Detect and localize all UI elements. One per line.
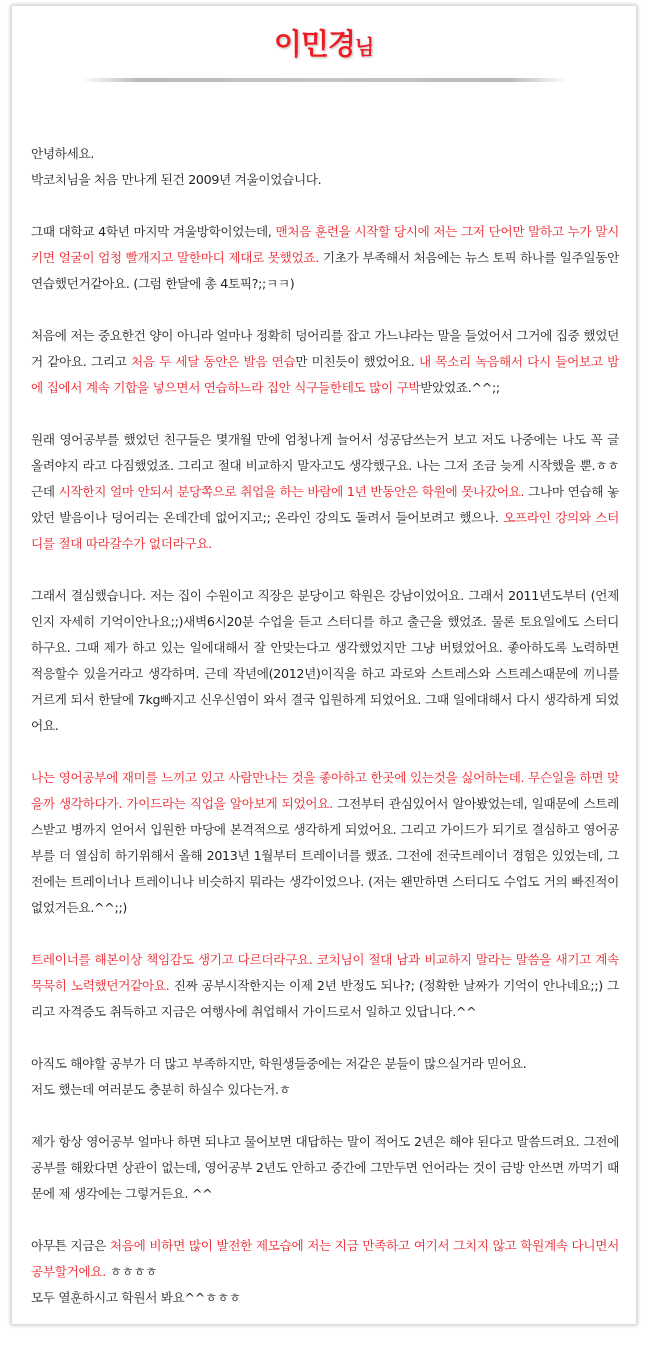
body-text: 원래 영어공부를 했었던 친구들은 몇개월 만에 엄청나게 늘어서 성공담쓰는거 보고 저도 나중에는 나도 꼭 글 올려야지 라고 다짐했었죠. 그리고 절대 비교하지 말자고도 생각했구요. 나는 그저 조금 늦게 시작했을 뿐.ㅎㅎ 근데 bbox=[31, 432, 619, 499]
testimonial-card bbox=[11, 5, 637, 1325]
paragraph bbox=[31, 947, 619, 1025]
body-text: 만 미친듯이 했었어요. bbox=[295, 354, 420, 369]
body-text: 아직도 해야할 공부가 더 많고 부족하지만, 학원생들중에는 저같은 분들이 많으실거라 믿어요. bbox=[31, 1056, 527, 1071]
body-text: 안녕하세요. bbox=[31, 146, 95, 161]
highlighted-text: 오프라인 강의와 스터디를 절대 따라갈수가 없더라구요. bbox=[31, 510, 619, 551]
highlighted-text: 시작한지 얼마 안되서 분당쪽으로 취업을 하는 바람에 1년 반동안은 학원에 못나갔어요. bbox=[58, 484, 525, 499]
body-text: 기초가 부족해서 처음에는 뉴스 토픽 하나를 일주일동안 연습했던거같아요. (그럼 한달에 총 4토픽?;;ㅋㅋ) bbox=[31, 250, 619, 291]
highlighted-text: 트레이너를 해본이상 책임감도 생기고 다르더라구요. 코치님이 절대 남과 비교하지 말라는 말씀을 새기고 계속 묵묵히 노력했던거같아요. bbox=[31, 952, 619, 993]
highlighted-text: 내 목소리 녹음해서 다시 들어보고 밤에 집에서 계속 기합을 넣으면서 연습하느라 집안 식구들한테도 많이 구박 bbox=[31, 354, 620, 395]
body-text: 제가 항상 영어공부 얼마나 하면 되냐고 물어보면 대답하는 말이 적어도 2년은 해야 된다고 말씀드려요. 그전에 공부를 해왔다면 상관이 없는데, 영어공부 2년도 안하고 중간에 그만두면 언어라는 것이 금방 안쓰면 까먹기 때문에 제 생각에는 그렇거든요. ^^ bbox=[31, 1134, 619, 1201]
paragraph bbox=[31, 583, 619, 739]
testimonial-body bbox=[31, 141, 619, 1337]
paragraph bbox=[31, 427, 619, 557]
body-text: 그나마 연습해 놓았던 발음이나 덩어리는 온데간데 없어지고;; 온라인 강의도 돌려서 들어보려고 했으나. bbox=[31, 484, 620, 525]
body-text: 진짜 공부시작한지는 이제 2년 반정도 되나?; (정확한 날짜가 기억이 안나네요;;) 그리고 자격증도 취득하고 지금은 여행사에 취업해서 가이드로서 일하고 있답니다.^^ bbox=[31, 978, 619, 1019]
title-divider bbox=[82, 78, 568, 82]
author-honorific: 님 bbox=[354, 35, 375, 59]
paragraph bbox=[31, 1051, 619, 1103]
body-text: 그래서 결심했습니다. 저는 집이 수원이고 직장은 분당이고 학원은 강남이었어요. 그래서 2011년도부터 (언제인지 자세히 기억이안나요;;)새벽6시20분 수업을 듣고 스터디를 하고 출근을 했었죠. 물론 토요일에도 스터디 하구요. 그때 제가 하고 있는 일에대해서 잘 안맞는다고 생각했었지만 그냥 버텼었어요. 좋아하도록 노력하면 적응할수 있을거라고 생각하며. 근데 작년에(2012년)이직을 하고 과로와 스트레스와 스트레스때문에 끼니를 거르게 되서 한달에 7kg빠지고 신우신염이 와서 결국 입원하게 되었어요. 그때 일에대해서 다시 생각하게 되었어요. bbox=[31, 588, 619, 733]
paragraph bbox=[31, 1129, 619, 1207]
paragraph bbox=[31, 323, 619, 401]
body-text: ㅎㅎㅎㅎ bbox=[105, 1264, 158, 1279]
paragraph bbox=[31, 1233, 619, 1311]
body-text: 처음에 저는 중요한건 양이 아니라 얼마나 정확히 덩어리를 잡고 가느냐라는 말을 들었어서 그거에 집중 했었던거 같아요. 그리고 bbox=[31, 328, 619, 369]
body-text: 그때 대학교 4학년 마지막 겨울방학이었는데, bbox=[31, 224, 276, 239]
body-text: 아무튼 지금은 bbox=[31, 1238, 110, 1253]
highlighted-text: 처음에 비하면 많이 발전한 제모습에 저는 지금 만족하고 여기서 그치지 않고 학원계속 다니면서 공부할거에요. bbox=[31, 1238, 619, 1279]
body-text: 그전부터 관심있어서 알아봤었는데, 일때문에 스트레스받고 병까지 얻어서 입원한 마당에 본격적으로 생각하게 되었어요. 그리고 가이드가 되기로 결심하고 영어공부를 더 열심히 하기위해서 올해 2013년 1월부터 트레이너를 했죠. 그전에 전국트레이너 경험은 있었는데, 그전에는 트레이너나 트레이니나 비슷하지 뭐라는 생각이었으나. (저는 왠만하면 스터디도 수업도 거의 빠진적이 없었거든요.^^;;) bbox=[31, 796, 619, 915]
paragraph bbox=[31, 141, 619, 193]
highlighted-text: 나는 영어공부에 재미를 느끼고 있고 사람만나는 것을 좋아하고 한곳에 있는것을 싫어하는데. 무슨일을 하면 맞을까 생각하다가. 가이드라는 직업을 알아보게 되었어요. bbox=[31, 770, 619, 811]
body-text: 박코치님을 처음 만나게 된건 2009년 겨울이었습니다. bbox=[31, 172, 322, 187]
paragraph bbox=[31, 219, 619, 297]
highlighted-text: 맨처음 훈련을 시작할 당시에 저는 그저 단어만 말하고 누가 말시키면 얼굴이 엄청 빨개지고 말한마디 제대로 못했었죠. bbox=[31, 224, 619, 265]
author-title bbox=[12, 22, 636, 63]
body-text: 모두 열훈하시고 학원서 봐요^^ㅎㅎㅎ bbox=[31, 1290, 241, 1305]
body-text: 받았었죠.^^;; bbox=[420, 380, 500, 395]
highlighted-text: 처음 두 세달 동안은 발음 연습 bbox=[130, 354, 296, 369]
body-text: 저도 했는데 여러분도 충분히 하실수 있다는거.ㅎ bbox=[31, 1082, 291, 1097]
paragraph bbox=[31, 765, 619, 921]
author-name: 이민경 bbox=[273, 27, 355, 61]
